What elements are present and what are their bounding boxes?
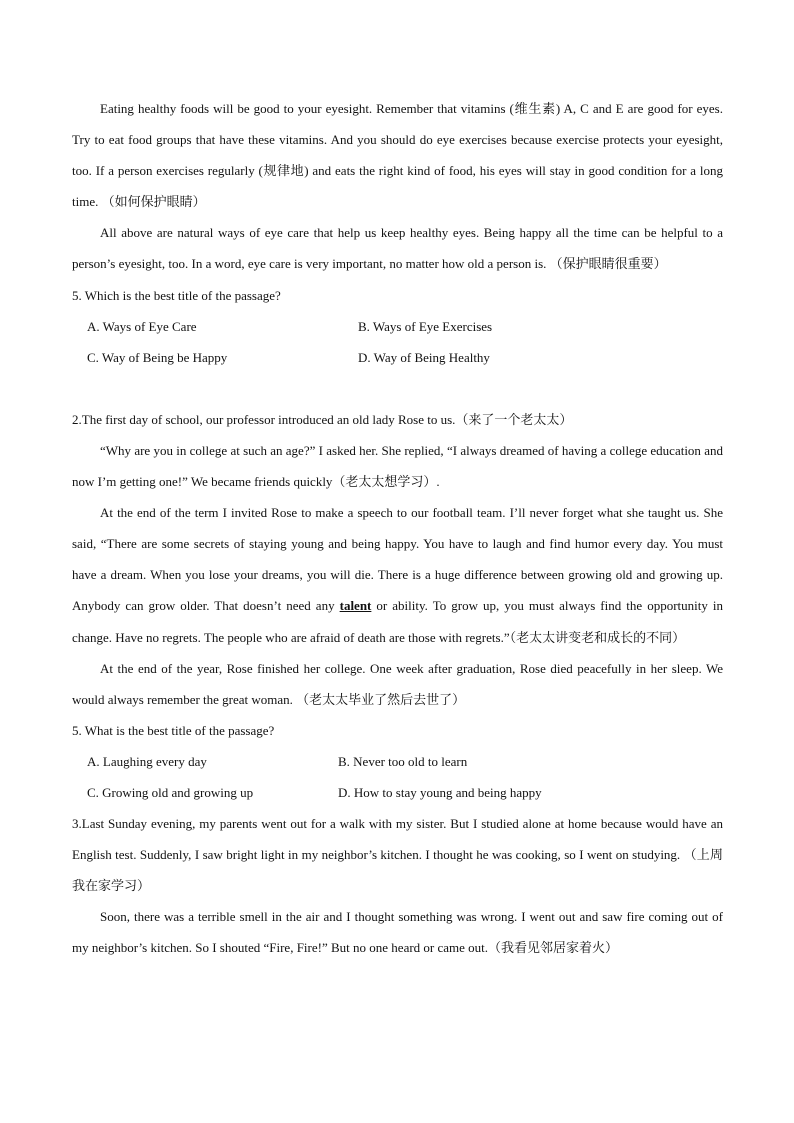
- passage2-option-b: B. Never too old to learn: [338, 753, 468, 769]
- passage1-question: 5. Which is the best title of the passage?: [72, 287, 281, 303]
- passage1-option-c: C. Way of Being be Happy: [87, 349, 228, 365]
- passage2-options-row-1: [72, 746, 723, 777]
- passage1-paragraph-1: Eating healthy foods will be good to your eyesight. Remember that vitamins (维生素) A, C and E are good for eyes. Try to eat food groups that have these vitamins. And you should do eye exercises because exercise protects your eyesight, too. If a person exercises regularly (规律地) and eats the right kind of food, his eyes will stay in good condition for a long time. （如何保护眼睛）: [72, 101, 723, 210]
- passage1-option-b: B. Ways of Eye Exercises: [358, 318, 493, 334]
- passage2-intro: 2.The first day of school, our professor introduced an old lady Rose to us.（来了一个老太太）: [72, 411, 573, 427]
- passage3-paragraph-2: Soon, there was a terrible smell in the air and I thought something was wrong. I went out and saw fire coming out of my neighbor’s kitchen. So I shouted “Fire, Fire!” But no one heard or came out.（我看见邻居家着火）: [72, 909, 723, 956]
- passage1-options-row-2: [72, 342, 723, 373]
- passage2-question: 5. What is the best title of the passage?: [72, 722, 275, 738]
- passage2-option-d: D. How to stay young and being happy: [338, 784, 542, 800]
- passage1-paragraph-2: All above are natural ways of eye care that help us keep healthy eyes. Being happy all the time can be helpful to a person’s eyesight, too. In a word, eye care is very important, no matter how old a person is. （保护眼睛很重要）: [72, 225, 723, 272]
- passage1-option-a: A. Ways of Eye Care: [87, 318, 197, 334]
- passage2-paragraph-4: At the end of the year, Rose finished her college. One week after graduation, Rose died peacefully in her sleep. We would always remember the great woman. （老太太毕业了然后去世了）: [72, 660, 723, 707]
- passage2-paragraph-3-before: At the end of the term I invited Rose to make a speech to our football team. I’ll never forget what she taught us. She said, “There are some secrets of staying young and being happy. You have to laugh and find humor every day. You must have a dream. When you lose your dreams, you will die. There is a huge difference between growing old and growing up. Anybody can grow older. That doesn’t need any: [72, 505, 723, 614]
- section-spacer: [72, 373, 723, 404]
- passage2-option-a: A. Laughing every day: [87, 753, 207, 769]
- passage1-option-d: D. Way of Being Healthy: [358, 349, 490, 365]
- passage1-options-row-1: [72, 311, 723, 342]
- document-page: [72, 93, 723, 964]
- passage2-option-c: C. Growing old and growing up: [87, 784, 254, 800]
- passage2-options-row-2: [72, 777, 723, 808]
- underlined-word-talent: talent: [339, 598, 372, 614]
- passage2-paragraph-3: [72, 497, 723, 652]
- passage3-paragraph-1: 3.Last Sunday evening, my parents went out for a walk with my sister. But I studied alone at home because would have an English test. Suddenly, I saw bright light in my neighbor’s kitchen. I thought he was cooking, so I went on studying. （上周我在家学习）: [72, 816, 723, 894]
- passage2-paragraph-2: “Why are you in college at such an age?” I asked her. She replied, “I always dreamed of having a college education and now I’m getting one!” We became friends quickly（老太太想学习）.: [72, 442, 723, 490]
- passage2-paragraph-3-after: or ability. To grow up, you must always find the opportunity in change. Have no regrets. The people who are afraid of death are those with regrets.”（老太太讲变老和成长的不同）: [72, 598, 724, 645]
